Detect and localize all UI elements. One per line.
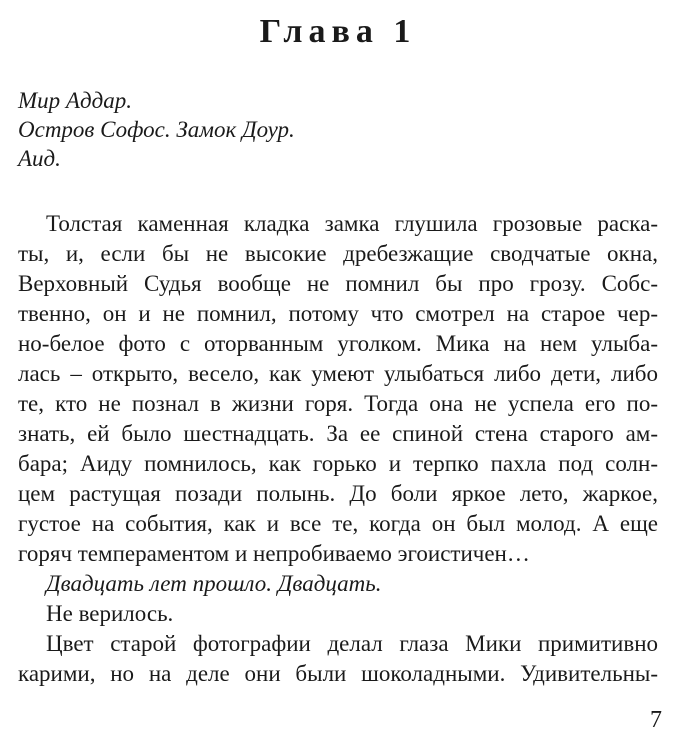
- paragraph-line: Двадцать лет прошло. Двадцать.: [46, 571, 382, 596]
- epigraph: [18, 86, 658, 173]
- paragraph-line: бара; Аиду помнилось, как горько и терпко пахла под солн-: [18, 451, 658, 476]
- paragraph-line: Верховный Судья вообще не помнил бы про грозу. Собс-: [18, 271, 658, 296]
- epigraph-line: Аид.: [18, 146, 61, 171]
- paragraph-line: густое на события, как и все те, когда он был молод. А еще: [18, 511, 658, 536]
- chapter-title: Глава 1: [259, 13, 417, 50]
- paragraph-line: цем растущая позади полынь. До боли яркое лето, жаркое,: [18, 481, 658, 506]
- paragraph-line: горяч темпераментом и непробиваемо эгоистичен…: [18, 541, 530, 566]
- epigraph-line: Мир Аддар.: [18, 88, 132, 113]
- paragraph-line: Толстая каменная кладка замка глушила грозовые раска-: [46, 211, 658, 236]
- paragraph-line: те, кто не познал в жизни горя. Тогда она не успела его по-: [18, 391, 658, 416]
- paragraph-line: знать, ей было шестнадцать. За ее спиной стена старого ам-: [18, 421, 658, 446]
- epigraph-line: Остров Софос. Замок Доур.: [18, 117, 295, 142]
- paragraph-line: Цвет старой фотографии делал глаза Мики примитивно: [46, 631, 658, 656]
- page-number: 7: [650, 707, 662, 733]
- paragraph-line: карими, но на деле они были шоколадными. Удивительны-: [18, 661, 658, 686]
- paragraph-line: Не верилось.: [46, 601, 174, 626]
- paragraph-line: ты, и, если бы не высокие дребезжащие сводчатые окна,: [18, 241, 658, 266]
- paragraph-line: лась – открыто, весело, как умеют улыбаться либо дети, либо: [18, 361, 658, 386]
- body-text: [18, 209, 658, 689]
- paragraph-line: но-белое фото с оторванным уголком. Мика на нем улыба-: [18, 331, 658, 356]
- paragraph-line: твенно, он и не помнил, потому что смотрел на старое чер-: [18, 301, 658, 326]
